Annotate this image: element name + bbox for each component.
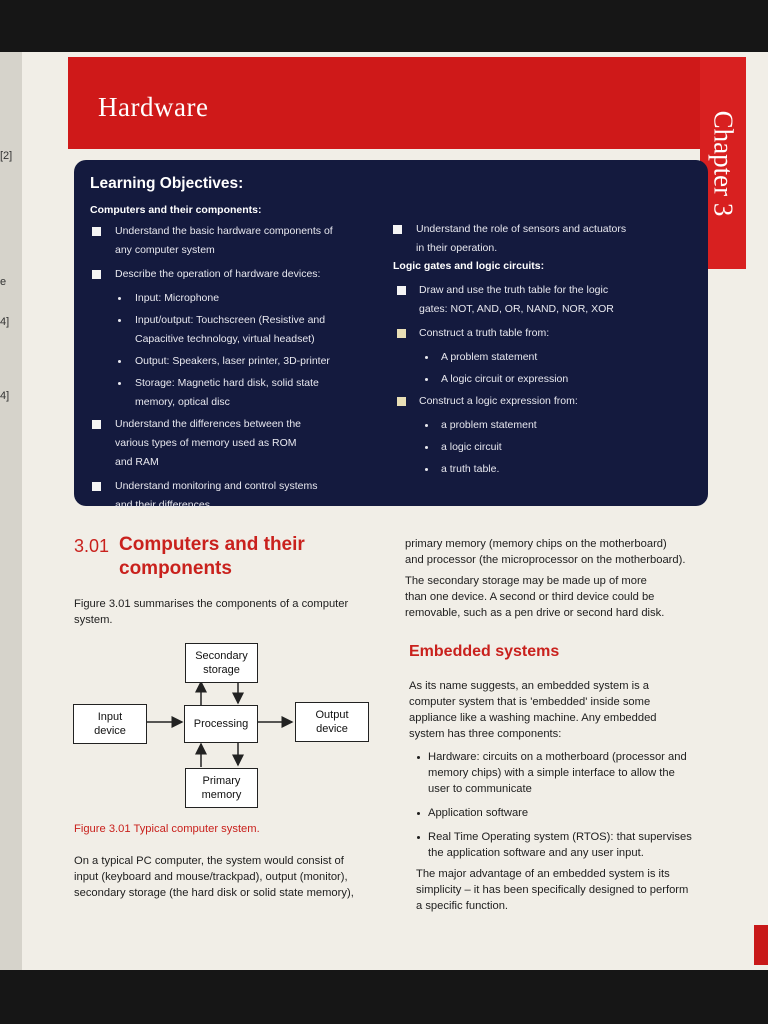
text-line: Describe the operation of hardware devices: xyxy=(115,268,321,280)
secondary-storage-box xyxy=(185,643,258,683)
chapter-label: Chapter 3 xyxy=(708,110,739,216)
text-line: in their operation. xyxy=(416,242,498,254)
processing-box xyxy=(184,705,258,743)
text-line: The secondary storage may be made up of more xyxy=(405,575,647,587)
text-line: input (keyboard and mouse/trackpad), output (monitor), xyxy=(74,871,348,883)
bullet-icon xyxy=(417,812,420,815)
text-line: the application software and any user input. xyxy=(428,847,644,859)
section-number: 3.01 xyxy=(74,536,110,556)
list-item xyxy=(428,749,687,797)
text-line: Output: Speakers, laser printer, 3D-printer xyxy=(135,355,330,367)
text-line: Understand the basic hardware components of xyxy=(115,225,333,237)
text-line: various types of memory used as ROM xyxy=(115,437,297,449)
embedded-paragraph xyxy=(409,678,657,742)
text-line: gates: NOT, AND, OR, NAND, NOR, XOR xyxy=(419,303,614,315)
text-line: a truth table. xyxy=(441,463,500,475)
text-line: Hardware: circuits on a motherboard (processor and xyxy=(428,751,687,763)
bullet-icon xyxy=(417,756,420,759)
primary-memory-box xyxy=(185,768,258,808)
text-line: As its name suggests, an embedded system is a xyxy=(409,680,650,692)
text-line: On a typical PC computer, the system would consist of xyxy=(74,855,344,867)
text-line: system. xyxy=(74,614,113,626)
text-line: memory, optical disc xyxy=(135,396,230,408)
text-line: Figure 3.01 summarises the components of a computer xyxy=(74,598,349,610)
text-line: Construct a truth table from: xyxy=(419,327,550,339)
page-title: Hardware xyxy=(98,92,209,122)
section-title-line: components xyxy=(119,558,232,579)
box-label: Primary xyxy=(202,775,241,787)
text-line: a problem statement xyxy=(441,419,537,431)
input-device-box xyxy=(73,704,147,744)
text-line: Draw and use the truth table for the logic xyxy=(419,284,609,296)
box-label: storage xyxy=(203,664,240,676)
box-label: Input xyxy=(97,711,123,723)
text-line: Understand the role of sensors and actuators xyxy=(416,223,627,235)
box-label: device xyxy=(316,723,348,735)
text-line: simplicity – it has been specifically designed to perform xyxy=(416,884,689,896)
box-label: Secondary xyxy=(195,650,248,662)
text-line: and RAM xyxy=(115,456,159,468)
box-label: Processing xyxy=(193,718,249,730)
figure-caption: Figure 3.01 Typical computer system. xyxy=(74,823,260,835)
text-line: than one device. A second or third device could be xyxy=(405,591,655,603)
text-line: any computer system xyxy=(115,244,215,256)
learning-objectives-title: Learning Objectives: xyxy=(90,175,244,192)
section-title-line: Computers and their xyxy=(119,534,305,555)
text-line: A problem statement xyxy=(441,351,538,363)
right-paragraph-1 xyxy=(405,536,685,568)
text-line: a specific function. xyxy=(416,900,509,912)
objectives-subheading: Logic gates and logic circuits: xyxy=(393,260,545,272)
text-line: and processor (the microprocessor on the motherboard). xyxy=(405,554,686,566)
list-item xyxy=(428,805,528,821)
text-line: a logic circuit xyxy=(441,441,502,453)
right-paragraph-2 xyxy=(405,573,664,621)
text-line: A logic circuit or expression xyxy=(441,373,569,385)
text-line: Understand monitoring and control systems xyxy=(115,480,318,492)
margin-mark: 4] xyxy=(0,316,10,328)
margin-mark: e xyxy=(0,276,7,288)
text-line: computer system that is 'embedded' inside some xyxy=(409,696,651,708)
margin-mark: 4] xyxy=(0,390,10,402)
box-label: memory xyxy=(201,789,242,801)
text-line: primary memory (memory chips on the motherboard) xyxy=(405,538,667,550)
text-line: Construct a logic expression from: xyxy=(419,395,578,407)
text-line: Storage: Magnetic hard disk, solid state xyxy=(135,377,319,389)
text-line: Understand the differences between the xyxy=(115,418,302,430)
text-line: Application software xyxy=(428,807,529,819)
page-corner-tab xyxy=(754,925,768,965)
box-label: Output xyxy=(315,709,349,721)
text-line: Capacitive technology, virtual headset) xyxy=(135,333,315,345)
text-line: Input: Microphone xyxy=(135,292,220,304)
text-line: system has three components: xyxy=(409,728,562,740)
list-item xyxy=(428,829,692,861)
text-line: The major advantage of an embedded system is its xyxy=(416,868,670,880)
text-line: Real Time Operating system (RTOS): that supervises xyxy=(428,831,692,843)
embedded-conclusion xyxy=(416,866,688,914)
text-line: secondary storage (the hard disk or solid state memory), xyxy=(74,887,354,899)
objectives-subheading: Computers and their components: xyxy=(90,204,262,216)
text-line: and their differences xyxy=(115,499,210,511)
margin-mark: [2] xyxy=(0,150,13,162)
section-paragraph xyxy=(74,853,354,901)
text-line: removable, such as a pen drive or second hard disk. xyxy=(405,607,665,619)
text-line: user to communicate xyxy=(428,783,532,795)
text-line: memory chips) with a simple interface to allow the xyxy=(428,767,675,779)
bullet-icon xyxy=(417,836,420,839)
text-line: Input/output: Touchscreen (Resistive and xyxy=(135,314,326,326)
box-label: device xyxy=(94,725,126,737)
output-device-box xyxy=(295,702,369,742)
text-line: appliance like a washing machine. Any embedded xyxy=(409,712,657,724)
embedded-systems-heading: Embedded systems xyxy=(409,643,560,660)
